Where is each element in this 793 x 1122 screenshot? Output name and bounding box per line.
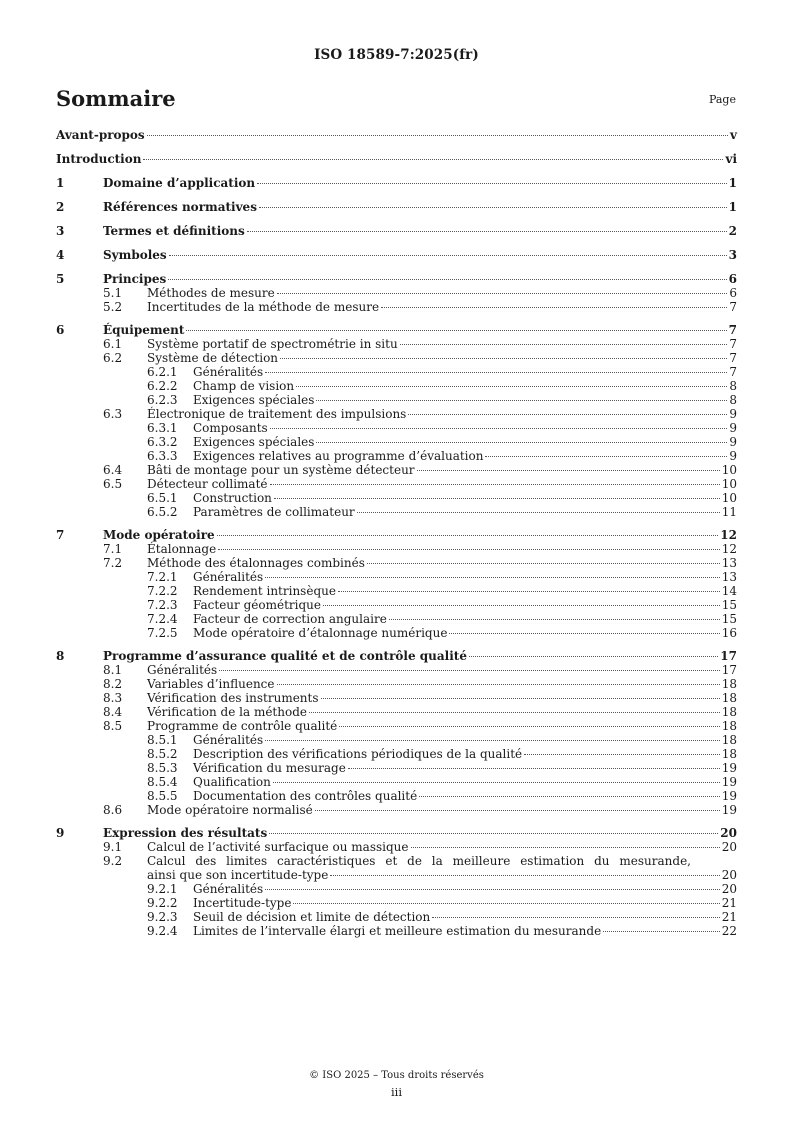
toc-entry-page: 18 bbox=[721, 747, 737, 761]
dot-leader bbox=[330, 875, 719, 876]
dot-leader bbox=[274, 498, 720, 499]
toc-entry-page: 9 bbox=[729, 407, 737, 421]
copyright-footer: © ISO 2025 – Tous droits réservés bbox=[309, 1070, 484, 1081]
toc-entry[interactable] bbox=[56, 649, 737, 663]
toc-entry-page: 19 bbox=[721, 761, 737, 775]
toc-entry-title: Description des vérifications périodiques de la qualité bbox=[193, 747, 523, 761]
toc-entry-page: 15 bbox=[721, 612, 737, 626]
dot-leader bbox=[449, 633, 719, 634]
toc-entry-title: Généralités bbox=[193, 733, 264, 747]
toc-entry-number: 9.2.1 bbox=[147, 882, 178, 896]
toc-entry-page: 21 bbox=[721, 896, 737, 910]
toc-entry-title: Limites de l’intervalle élargi et meilleure estimation du mesurande bbox=[193, 924, 602, 938]
dot-leader bbox=[321, 698, 720, 699]
dot-leader bbox=[257, 183, 727, 184]
toc-entry-number: 7.2.2 bbox=[147, 584, 178, 598]
toc-entry-page: 7 bbox=[729, 365, 737, 379]
dot-leader bbox=[269, 833, 718, 834]
toc-entry-title: Équipement bbox=[103, 323, 185, 337]
toc-entry-title: Mode opératoire normalisé bbox=[147, 803, 313, 817]
toc-entry-number: 9.2.3 bbox=[147, 910, 178, 924]
toc-entry-title: Généralités bbox=[193, 882, 264, 896]
dot-leader bbox=[280, 358, 727, 359]
toc-entry-number: 4 bbox=[56, 248, 65, 262]
toc-entry-number: 6.3.3 bbox=[147, 449, 178, 463]
dot-leader bbox=[293, 903, 719, 904]
toc-entry-title: Références normatives bbox=[103, 200, 257, 214]
dot-leader bbox=[316, 442, 727, 443]
dot-leader bbox=[315, 810, 720, 811]
toc-entry-page: 13 bbox=[721, 556, 737, 570]
dot-leader bbox=[316, 400, 727, 401]
page-column-label: Page bbox=[708, 93, 736, 106]
toc-entry[interactable] bbox=[56, 176, 737, 190]
toc-entry[interactable] bbox=[56, 556, 737, 570]
toc-entry-title: Rendement intrinsèque bbox=[193, 584, 336, 598]
toc-entry-number: 6.5 bbox=[103, 477, 123, 491]
dot-leader bbox=[408, 414, 727, 415]
toc-entry-number: 1 bbox=[56, 176, 65, 190]
dot-leader bbox=[296, 386, 727, 387]
toc-entry[interactable] bbox=[56, 719, 737, 733]
toc-entry-number: 8.5.2 bbox=[147, 747, 178, 761]
toc-entry-number: 7.2.4 bbox=[147, 612, 178, 626]
toc-entry[interactable] bbox=[56, 854, 737, 882]
toc-entry-page: 10 bbox=[721, 477, 737, 491]
dot-leader bbox=[389, 619, 720, 620]
page-title: Sommaire bbox=[56, 86, 176, 111]
toc-entry-title: Incertitudes de la méthode de mesure bbox=[147, 300, 380, 314]
toc-entry[interactable] bbox=[56, 910, 737, 924]
dot-leader bbox=[169, 255, 727, 256]
toc-entry-title: Étalonnage bbox=[147, 542, 217, 556]
toc-entry-page: v bbox=[730, 128, 737, 142]
toc-entry-title: Variables d’influence bbox=[147, 677, 275, 691]
toc-entry-number: 8.3 bbox=[103, 691, 123, 705]
toc-entry[interactable] bbox=[56, 612, 737, 626]
dot-leader bbox=[338, 591, 720, 592]
toc-entry[interactable] bbox=[56, 463, 737, 477]
toc-entry-number: 8 bbox=[56, 649, 65, 663]
toc-entry-page: 19 bbox=[721, 789, 737, 803]
toc-entry[interactable] bbox=[56, 224, 737, 238]
toc-entry-title: Vérification de la méthode bbox=[147, 705, 307, 719]
toc-entry-page: 9 bbox=[729, 435, 737, 449]
toc-entry[interactable] bbox=[56, 365, 737, 379]
toc-entry-number: 8.5.5 bbox=[147, 789, 178, 803]
toc-entry-page: 7 bbox=[728, 323, 737, 337]
toc-entry-title: Méthode des étalonnages combinés bbox=[147, 556, 365, 570]
toc-entry[interactable] bbox=[56, 826, 737, 840]
toc-entry-title: Construction bbox=[193, 491, 272, 505]
toc-entry-title: Exigences relatives au programme d’évaluation bbox=[193, 449, 484, 463]
toc-entry-page: 13 bbox=[721, 570, 737, 584]
dot-leader bbox=[400, 344, 728, 345]
toc-entry-title: Facteur géométrique bbox=[193, 598, 321, 612]
dot-leader bbox=[265, 889, 720, 890]
toc-entry[interactable] bbox=[56, 393, 737, 407]
toc-entry-page: 10 bbox=[721, 491, 737, 505]
toc-entry-title: Système portatif de spectrométrie in situ bbox=[147, 337, 398, 351]
toc-entry-title: Détecteur collimaté bbox=[147, 477, 268, 491]
toc-entry[interactable] bbox=[56, 924, 737, 938]
toc-entry[interactable] bbox=[56, 775, 737, 789]
toc-entry[interactable] bbox=[56, 435, 737, 449]
toc-entry-title: Composants bbox=[193, 421, 268, 435]
toc-entry-number: 6.1 bbox=[103, 337, 123, 351]
toc-entry[interactable] bbox=[56, 379, 737, 393]
dot-leader bbox=[265, 372, 727, 373]
toc-entry-number: 7.2.5 bbox=[147, 626, 178, 640]
toc-entry[interactable] bbox=[56, 286, 737, 300]
toc-entry-title: Exigences spéciales bbox=[193, 393, 315, 407]
toc-entry[interactable] bbox=[56, 761, 737, 775]
toc-entry[interactable] bbox=[56, 691, 737, 705]
dot-leader bbox=[309, 712, 720, 713]
dot-leader bbox=[270, 428, 728, 429]
dot-leader bbox=[265, 577, 720, 578]
toc-entry-page: 20 bbox=[721, 882, 737, 896]
toc-entry-page: 18 bbox=[721, 733, 737, 747]
toc-entry-title: Généralités bbox=[147, 663, 218, 677]
toc-entry-page: 9 bbox=[729, 449, 737, 463]
toc-entry-number: 8.1 bbox=[103, 663, 123, 677]
toc-entry[interactable] bbox=[56, 584, 737, 598]
toc-entry-number: 9.2.4 bbox=[147, 924, 178, 938]
toc-entry-page: 8 bbox=[729, 393, 737, 407]
toc-entry-page: 18 bbox=[721, 677, 737, 691]
dot-leader bbox=[277, 293, 728, 294]
toc-entry-title: Domaine d’application bbox=[103, 176, 256, 190]
toc-entry[interactable] bbox=[56, 663, 737, 677]
toc-entry-title: Paramètres de collimateur bbox=[193, 505, 355, 519]
toc-entry[interactable] bbox=[56, 152, 737, 166]
toc-entry-title-continued: ainsi que son incertitude-type bbox=[147, 868, 329, 882]
toc-entry-title: Système de détection bbox=[147, 351, 279, 365]
dot-leader bbox=[218, 549, 720, 550]
toc-entry-number: 6.5.2 bbox=[147, 505, 178, 519]
dot-leader bbox=[603, 931, 720, 932]
toc-entry[interactable] bbox=[56, 351, 737, 365]
toc-entry-number: 6 bbox=[56, 323, 65, 337]
dot-leader bbox=[259, 207, 727, 208]
toc-entry-number: 6.3.2 bbox=[147, 435, 178, 449]
dot-leader bbox=[277, 684, 720, 685]
toc-entry-page: 22 bbox=[721, 924, 737, 938]
dot-leader bbox=[219, 670, 720, 671]
toc-entry-page: 21 bbox=[721, 910, 737, 924]
toc-entry-page: 1 bbox=[728, 176, 737, 190]
dot-leader bbox=[247, 231, 727, 232]
toc-entry-page: 16 bbox=[721, 626, 737, 640]
dot-leader bbox=[419, 796, 720, 797]
toc-entry-page: 12 bbox=[720, 528, 737, 542]
toc-entry-title: Symboles bbox=[103, 248, 167, 262]
toc-entry-page: 6 bbox=[729, 286, 737, 300]
page-number: iii bbox=[390, 1085, 403, 1099]
toc-entry-title: Exigences spéciales bbox=[193, 435, 315, 449]
toc-entry-number: 2 bbox=[56, 200, 65, 214]
dot-leader bbox=[143, 159, 723, 160]
toc-entry-title: Bâti de montage pour un système détecteur bbox=[147, 463, 415, 477]
dot-leader bbox=[469, 656, 718, 657]
toc-entry-page: 8 bbox=[729, 379, 737, 393]
toc-entry[interactable] bbox=[56, 248, 737, 262]
toc-entry-number: 5 bbox=[56, 272, 65, 286]
toc-entry-number: 8.5 bbox=[103, 719, 123, 733]
toc-entry-page: 3 bbox=[728, 248, 737, 262]
toc-entry[interactable] bbox=[56, 491, 737, 505]
toc-entry-page: 19 bbox=[721, 803, 737, 817]
toc-entry-page: 2 bbox=[728, 224, 737, 238]
toc-entry[interactable] bbox=[56, 421, 737, 435]
toc-entry-title: Calcul de l’activité surfacique ou massique bbox=[147, 840, 409, 854]
toc-entry-title: Termes et définitions bbox=[103, 224, 245, 238]
toc-entry[interactable] bbox=[56, 337, 737, 351]
toc-entry-number: 8.6 bbox=[103, 803, 123, 817]
toc-entry-page: 18 bbox=[721, 705, 737, 719]
toc-entry-page: 11 bbox=[721, 505, 737, 519]
toc-entry-page: 10 bbox=[721, 463, 737, 477]
toc-entry-number: 6.2.1 bbox=[147, 365, 178, 379]
toc-entry-title: Généralités bbox=[193, 365, 264, 379]
toc-entry-page: 7 bbox=[729, 300, 737, 314]
toc-entry-title: Champ de vision bbox=[193, 379, 295, 393]
toc-entry-title: Mode opératoire bbox=[103, 528, 215, 542]
toc-entry[interactable] bbox=[56, 896, 737, 910]
dot-leader bbox=[270, 484, 720, 485]
toc-entry-number: 9 bbox=[56, 826, 65, 840]
toc-entry[interactable] bbox=[56, 677, 737, 691]
toc-entry[interactable] bbox=[56, 323, 737, 337]
toc-entry-title: Seuil de décision et limite de détection bbox=[193, 910, 431, 924]
toc-entry-number: 5.1 bbox=[103, 286, 123, 300]
toc-entry-page: 17 bbox=[721, 663, 737, 677]
document-header: ISO 18589-7:2025(fr) bbox=[314, 47, 479, 63]
toc-entry-number: 9.2.2 bbox=[147, 896, 178, 910]
toc-entry-title: Avant-propos bbox=[56, 128, 145, 142]
toc-entry-title: Calcul des limites caractéristiques et de la meilleure estimation du mesurande, bbox=[147, 854, 691, 868]
toc-entry-title: Facteur de correction angulaire bbox=[193, 612, 387, 626]
dot-leader bbox=[381, 307, 727, 308]
dot-leader bbox=[367, 563, 720, 564]
toc-entry-title: Documentation des contrôles qualité bbox=[193, 789, 418, 803]
toc-entry-number: 6.3.1 bbox=[147, 421, 178, 435]
toc-entry-page: 7 bbox=[729, 351, 737, 365]
toc-entry-page: 9 bbox=[729, 421, 737, 435]
toc-entry[interactable] bbox=[56, 747, 737, 761]
dot-leader bbox=[432, 917, 719, 918]
toc-entry[interactable] bbox=[56, 528, 737, 542]
toc-entry-page: vi bbox=[725, 152, 737, 166]
toc-entry-number: 8.2 bbox=[103, 677, 123, 691]
dot-leader bbox=[357, 512, 720, 513]
toc-entry-number: 5.2 bbox=[103, 300, 123, 314]
toc-entry-number: 7.1 bbox=[103, 542, 123, 556]
toc-entry[interactable] bbox=[56, 789, 737, 803]
toc-entry-number: 6.2.3 bbox=[147, 393, 178, 407]
toc-entry[interactable] bbox=[56, 505, 737, 519]
toc-entry[interactable] bbox=[56, 128, 737, 142]
toc-entry-number: 9.1 bbox=[103, 840, 123, 854]
toc-entry-page: 20 bbox=[721, 868, 737, 882]
toc-entry-page: 17 bbox=[720, 649, 737, 663]
toc-entry-number: 7 bbox=[56, 528, 65, 542]
toc-entry-number: 7.2 bbox=[103, 556, 123, 570]
toc-entry[interactable] bbox=[56, 598, 737, 612]
toc-entry-page: 6 bbox=[728, 272, 737, 286]
toc-entry-number: 3 bbox=[56, 224, 65, 238]
toc-entry-number: 6.2.2 bbox=[147, 379, 178, 393]
toc-entry-page: 14 bbox=[721, 584, 737, 598]
table-of-contents bbox=[56, 128, 737, 938]
toc-entry[interactable] bbox=[56, 570, 737, 584]
dot-leader bbox=[217, 535, 719, 536]
toc-entry-number: 9.2 bbox=[103, 854, 123, 868]
toc-entry-page: 7 bbox=[729, 337, 737, 351]
toc-entry-title: Mode opératoire d’étalonnage numérique bbox=[193, 626, 448, 640]
toc-entry-number: 8.5.1 bbox=[147, 733, 178, 747]
dot-leader bbox=[339, 726, 719, 727]
toc-entry[interactable] bbox=[56, 733, 737, 747]
dot-leader bbox=[273, 782, 720, 783]
dot-leader bbox=[485, 456, 727, 457]
toc-entry-number: 6.2 bbox=[103, 351, 123, 365]
toc-entry-title: Incertitude-type bbox=[193, 896, 292, 910]
toc-entry[interactable] bbox=[56, 803, 737, 817]
toc-entry-number: 8.5.3 bbox=[147, 761, 178, 775]
dot-leader bbox=[186, 330, 726, 331]
toc-entry[interactable] bbox=[56, 200, 737, 214]
dot-leader bbox=[417, 470, 720, 471]
dot-leader bbox=[348, 768, 720, 769]
toc-entry-page: 18 bbox=[721, 691, 737, 705]
dot-leader bbox=[147, 135, 728, 136]
toc-entry-title: Expression des résultats bbox=[103, 826, 268, 840]
toc-entry-page: 1 bbox=[728, 200, 737, 214]
toc-entry-number: 7.2.1 bbox=[147, 570, 178, 584]
toc-entry[interactable] bbox=[56, 882, 737, 896]
toc-entry-number: 6.5.1 bbox=[147, 491, 178, 505]
toc-entry-page: 20 bbox=[720, 826, 737, 840]
toc-entry[interactable] bbox=[56, 626, 737, 640]
dot-leader bbox=[265, 740, 720, 741]
toc-entry[interactable] bbox=[56, 449, 737, 463]
toc-entry[interactable] bbox=[56, 477, 737, 491]
toc-entry-title: Méthodes de mesure bbox=[147, 286, 275, 300]
toc-entry-title: Programme d’assurance qualité et de contrôle qualité bbox=[103, 649, 467, 663]
toc-entry-title: Programme de contrôle qualité bbox=[147, 719, 338, 733]
toc-entry[interactable] bbox=[56, 272, 737, 286]
toc-entry-title: Vérification des instruments bbox=[147, 691, 319, 705]
toc-entry-title: Électronique de traitement des impulsions bbox=[147, 407, 407, 421]
dot-leader bbox=[168, 279, 726, 280]
toc-entry-title: Qualification bbox=[193, 775, 271, 789]
dot-leader bbox=[524, 754, 720, 755]
toc-entry[interactable] bbox=[56, 705, 737, 719]
toc-entry-page: 12 bbox=[721, 542, 737, 556]
toc-entry-title: Généralités bbox=[193, 570, 264, 584]
toc-entry-number: 6.4 bbox=[103, 463, 123, 477]
toc-entry-number: 8.5.4 bbox=[147, 775, 178, 789]
toc-entry-page: 15 bbox=[721, 598, 737, 612]
toc-entry-page: 20 bbox=[721, 840, 737, 854]
toc-entry[interactable] bbox=[56, 407, 737, 421]
toc-entry[interactable] bbox=[56, 300, 737, 314]
toc-entry-number: 6.3 bbox=[103, 407, 123, 421]
dot-leader bbox=[323, 605, 720, 606]
toc-entry-title: Introduction bbox=[56, 152, 142, 166]
toc-entry[interactable] bbox=[56, 840, 737, 854]
toc-entry[interactable] bbox=[56, 542, 737, 556]
toc-entry-title: Principes bbox=[103, 272, 167, 286]
toc-entry-number: 8.4 bbox=[103, 705, 123, 719]
toc-entry-page: 18 bbox=[721, 719, 737, 733]
toc-entry-number: 7.2.3 bbox=[147, 598, 178, 612]
toc-entry-title: Vérification du mesurage bbox=[193, 761, 346, 775]
dot-leader bbox=[411, 847, 720, 848]
toc-entry-page: 19 bbox=[721, 775, 737, 789]
